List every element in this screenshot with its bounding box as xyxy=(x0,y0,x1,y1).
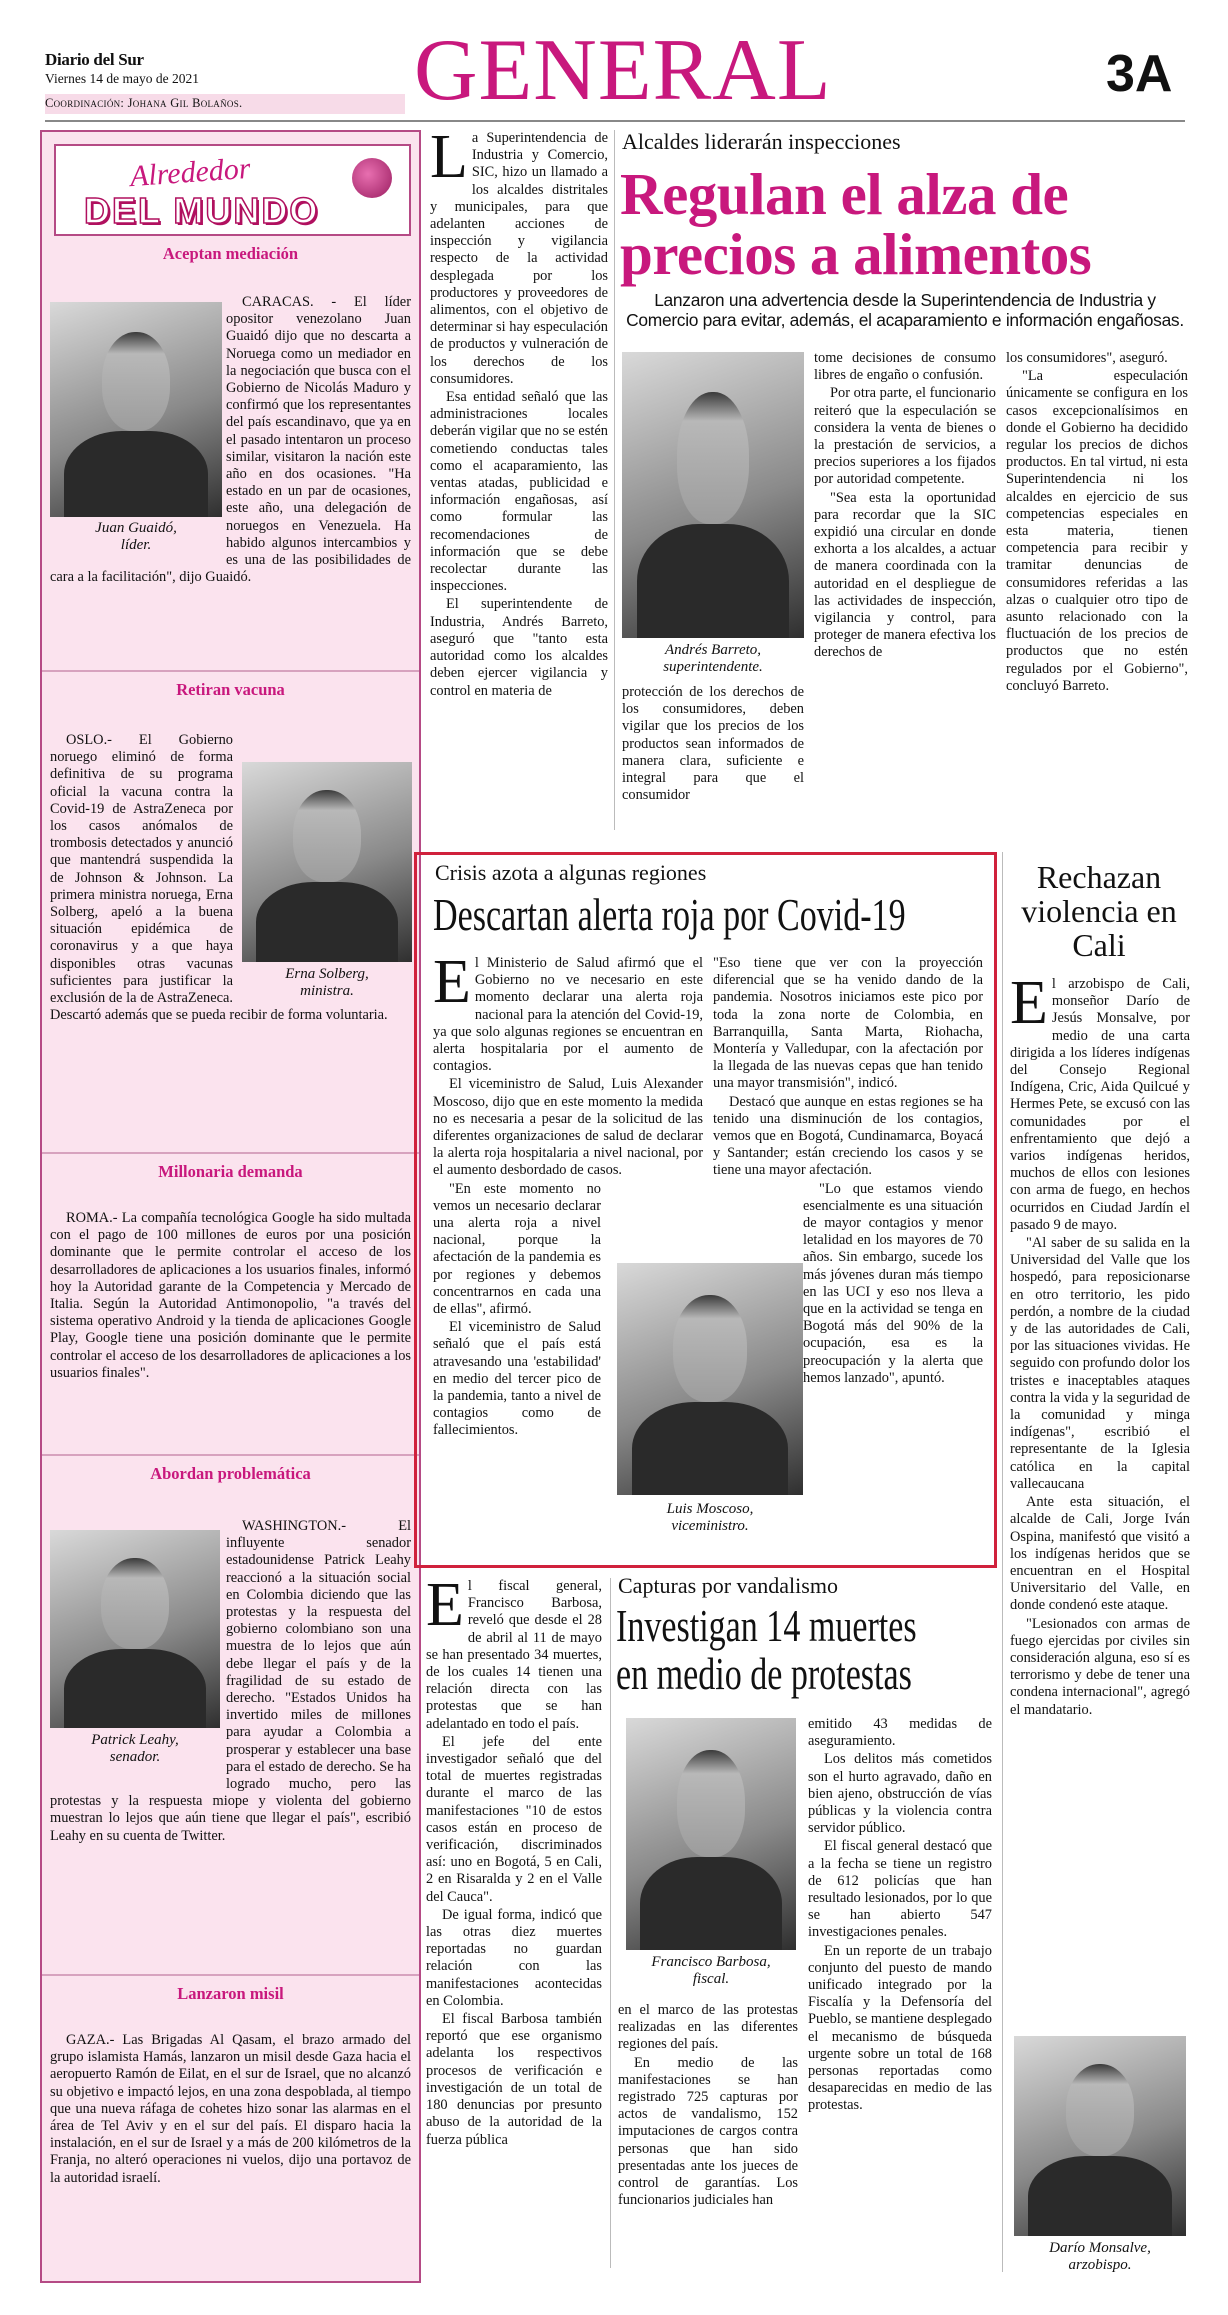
sidebar-story-text: WASHINGTON.- El influyente senador estadounidense Patrick Leahy reaccionó a la situación social en Colombia diciendo que las protestas y la respuesta del gobierno colombiano son una muestra de lo lejos que aún debe llegar el país y de la fragilidad de su estado de derecho. "Estados Unidos ha invertido miles de millones para ayudar a Colombia a prosperar y establecer una base para el estado de derecho. Se ha logrado mucho, pero las protestas y la respuesta miope y violenta del gobierno muestran lo lejos que aún tiene que llegar el país", escribió Leahy en su cuenta de Twitter. xyxy=(50,1518,411,1844)
logo-block-text: DEL MUNDO xyxy=(84,190,320,231)
article-covid-box xyxy=(414,852,997,1568)
article-kicker: Capturas por vandalismo xyxy=(618,1573,838,1598)
column-rule xyxy=(614,130,615,830)
section-title: GENERAL xyxy=(414,22,832,119)
photo-caption: Erna Solberg, ministra. xyxy=(285,966,369,999)
sidebar-story-text: CARACAS. - El líder opositor venezolano Juan Guaidó dijo que no descarta a Noruega como un mediador en la negociación que busca con el Gobierno de Nicolás Maduro y confirmó que los representantes del país escandinavo, que ya en el pasado intentaron un proceso similar, visitaron la nación este año en dos ocasiones. "Ha estado en un par de ocasiones, este año, una delegación de noruegos en Venezuela. Ha habido algunos intercambios y es una de las posibilidades de cara a la facilitación", dijo Guaidó. xyxy=(50,294,411,586)
sidebar-heading: Retiran vacuna xyxy=(176,680,285,699)
logo-script-text: Alrededor xyxy=(128,151,252,194)
column-rule xyxy=(610,1578,611,2268)
article-headline: Regulan el alza de precios a alimentos xyxy=(620,161,1092,287)
article-column: "Eso tiene que ver con la proyección diferencial que se ha venido dando de la pandemia. Nosotros iniciamos este pico por toda la zona norte de Colombia, en Barranquilla, Santa Marta, Riohacha, Montería y Valledupar, con la afectación por la llegada de las nuevas cepas que han tenido una mayor transmisión", indicó. Destacó que aunque en estas regiones se ha tenido una disminución de los contagios, vemos que en Bogotá, Cundinamarca, Boyacá y Santander; están creciendo los casos y se tiene una mayor afectación. "Lo que estamos viendo esencialmente es una situación de mayor contagios y menor letalidad en los mayores de 70 años. Sin embargo, sucede los más jóvenes duran más tiempo en las UCI y eso nos lleva a que en la actividad se tenga en Bogotá más del 90% de la ocupación, esa es la preocupación y la alerta que hemos lanzado", apuntó. xyxy=(713,955,983,1386)
coordination-credit: Coordinación: Johana Gil Bolaños. xyxy=(45,96,243,110)
article-headline: Rechazan violencia en Cali xyxy=(1021,859,1177,963)
article-headline: Descartan alerta roja por Covid-19 xyxy=(433,889,906,940)
paper-name: Diario del Sur xyxy=(45,50,144,69)
sidebar-heading: Millonaria demanda xyxy=(158,1162,303,1181)
photo-caption: Darío Monsalve, arzobispo. xyxy=(1049,2240,1151,2273)
photo-caption: Luis Moscoso, viceministro. xyxy=(666,1501,754,1534)
photo-caption: Juan Guaidó, líder. xyxy=(95,520,177,553)
drop-cap: L xyxy=(430,123,468,191)
article-column: tome decisiones de consumo libres de engaño o confusión. Por otra parte, el funcionario reiteró que la especulación se considera la venta de bienes o la prestación de servicios, a precios superiores a los fijados por autoridad competente. "Sea esta la oportunidad para recordar que la SIC expidió una circular en donde exhorta a los alcaldes, a actuar de manera coordinada con la autoridad en el despliegue de las actividades de inspección, vigilancia y control, para proteger de manera efectiva los derechos de xyxy=(814,350,996,661)
column-rule xyxy=(1002,852,1003,2272)
drop-cap: E xyxy=(433,948,471,1016)
sidebar-story-text: ROMA.- La compañía tecnológica Google ha sido multada con el pago de 100 millones de euros por una posición dominante que le permite controlar el acceso de los desarrolladores de aplicaciones a los usuarios finales, informó hoy la Autoridad garante de la Competencia y Mercado de Italia. Según la Autoridad Antimonopolio, "a través del sistema operativo Android y la tienda de aplicaciones Google Play, Google tiene una posición dominante que le permite controlar el acceso de los desarrolladores de aplicaciones a los usuarios finales". xyxy=(50,1210,411,1381)
article-deck: Lanzaron una advertencia desde la Superintendencia de Industria y Comercio para evitar, además, el acaparamiento e información engañosas. xyxy=(626,290,1184,330)
article-column: El fiscal general, Francisco Barbosa, reveló que desde el 28 de abril al 11 de mayo se han presentado 34 muertes, de los cuales 14 tienen una relación directa con las protestas que se han adelantado en todo el país. El jefe del ente investigador señaló que del total de muertes registradas durante el marco de las manifestaciones "10 de estos casos están en proceso de verificación, discriminados así: uno en Bogotá, 5 en Cali, 2 en Risaralda y 2 en el Valle del Cauca". De igual forma, indicó que las otras diez muertes reportadas no guardan relación con las manifestaciones acontecidas en Colombia. El fiscal Barbosa también reportó que ese organismo adelanta los respectivos procesos de verificación e investigación de un total de 180 denuncias por presunto abuso de la autoridad de la fuerza pública xyxy=(426,1571,602,2148)
article-headline: Investigan 14 muertes xyxy=(616,1600,917,1651)
article-column: El Ministerio de Salud afirmó que el Gobierno no ve necesario en este momento declarar una alerta roja nacional para la atención del Covid-19, ya que solo algunas regiones se encuentran en alerta hospitalaria por el aumento de contagios. El viceministro de Salud, Luis Alexander Moscoso, dijo que en este momento la medida no es necesaria a pesar de la solicitud de las diferentes organizaciones de salud de declarar la alerta roja hospitalaria a nivel nacional, por el aumento desbordado de casos. "En este momento no vemos un necesario declarar una alerta roja a nivel nacional, porque la afectación de la pandemia es por regiones y debemos concentrarnos en cada una de ellas", afirmó. El viceministro de Salud señaló que el país está atravesando una 'estabilidad' en medio del tercer pico de la pandemia, tanto a nivel de contagios como de fallecimientos. xyxy=(433,948,703,1439)
sidebar-story-text: GAZA.- Las Brigadas Al Qasam, el brazo armado del grupo islamista Hamás, lanzaron un misil desde Gaza hacia el aeropuerto Ramón de Eilat, en el sur de Israel, que no alcanzó su objetivo e impactó lejos, en una zona despoblada, al tiempo que una nueva ráfaga de cohetes hizo sonar las alarmas en el área de Tel Aviv y en el sur del país. El disparo hacia la instalación, en el sur de Israel y a más de 200 kilómetros de la Franja, no alteró operaciones ni vuelos, dijo una portavoz de la autoridad israelí. xyxy=(50,2032,411,2186)
sidebar-heading: Lanzaron misil xyxy=(177,1984,284,2003)
article-headline: en medio de protestas xyxy=(616,1648,912,1699)
article-column: los consumidores", aseguró. "La especulación únicamente se configura en los casos excepcionalísimos en donde el Gobierno ha decidido regular los precios de dichos productos. En tal virtud, ni esta Superintendencia ni los alcaldes en ejercicio de sus competencias especiales en esta materia, tienen competencia para recibir y tramitar denuncias de consumidores referidas a las alzas o cualquier otro tipo de asunto relacionado con la fluctuación de los precios de productos que no estén regulados por el Gobierno", concluyó Barreto. xyxy=(1006,350,1188,694)
world-news-sidebar xyxy=(40,130,421,2283)
sidebar-heading: Abordan problemática xyxy=(150,1464,311,1483)
article-column: emitido 43 medidas de aseguramiento. Los delitos más cometidos son el hurto agravado, daño en bien ajeno, obstrucción de vías públicas y la violencia contra servidor público. El fiscal general destacó que a la fecha se tiene un registro de 612 policías que han resultado lesionados, por lo que se han abierto 547 investigaciones penales. En un reporte de un trabajo conjunto del puesto de mando unificado integrado por la Fiscalía y la Defensoría del Pueblo, se mantiene desplegado el mecanismo de búsqueda urgente sobre un total de 168 personas reportadas como desaparecidas en medio de las protestas. xyxy=(808,1716,992,2114)
drop-cap: E xyxy=(426,1571,464,1639)
photo-luis-moscoso xyxy=(617,1263,803,1495)
globe-icon xyxy=(352,158,392,198)
article-column: La Superintendencia de Industria y Comercio, SIC, hizo un llamado a los alcaldes distritales y municipales, para que adelanten acciones de inspección y vigilancia respecto de la actividad desplegada por los productores y proveedores de alimentos, con el objetivo de determinar si hay especulación de productos y vulneración de los derechos de los consumidores. Esa entidad señaló que las administraciones locales deberán vigilar que no se estén cometiendo conductas tales como el acaparamiento, las ventas atadas, publicidad e información engañosas, así como formular las recomendaciones de información que se debe recolectar durante las inspecciones. El superintendente de Industria, Andrés Barreto, aseguró que "tanto esta autoridad como los alcaldes deben ejercer vigilancia y control en materia de xyxy=(430,123,608,699)
sidebar-heading: Aceptan mediación xyxy=(162,244,299,263)
photo-caption: Francisco Barbosa, fiscal. xyxy=(651,1954,771,1987)
article-column: protección de los derechos de los consumidores, deben vigilar que los precios de los productos sean informados de manera clara, suficiente e integral para que el consumidor xyxy=(622,684,804,804)
article-headline-wrap xyxy=(616,1602,1156,1698)
drop-cap: E xyxy=(1010,969,1048,1037)
page-number: 3A xyxy=(1106,45,1173,103)
photo-caption: Patrick Leahy, senador. xyxy=(91,1732,179,1765)
article-column: El arzobispo de Cali, monseñor Darío de Jesús Monsalve, por medio de una carta dirigida a los líderes indígenas del Consejo Regional Indígena, Cric, Aida Quilcué y Hermes Pete, se excusó con las comunidades por el enfrentamiento que dejó a varios indígenas heridos, muchos de ellos con lesiones con arma de fuego, en hechos ocurridos en Ciudad Jardín el pasado 9 de mayo. "Al saber de su salida en la Universidad del Valle que los hospedó, para reposicionarse en otro territorio, les pido perdón, a nombre de la ciudad y de las autoridades de Cali, por las situaciones vividas. He seguido con profundo dolor los tristes e inaceptables ataques contra la vida y la seguridad de la comunidad y minga indígenas", escribió el representante de la Iglesia católica en la capital vallecaucana Ante esta situación, el alcalde de Cali, Jorge Iván Ospina, manifestó que visitó a los indígenas heridos que se encuentran en el Hospital Universitario del Valle, en donde condenó este ataque. "Lesionados con armas de fuego ejercidas por civiles sin consideración alguna, eso sí es terrorismo y debe de tener una condena internacional", agregó el mandatario. xyxy=(1010,969,1190,1718)
photo-andres-barreto xyxy=(622,352,804,638)
article-kicker: Alcaldes liderarán inspecciones xyxy=(622,129,901,154)
photo-caption: Andrés Barreto, superintendente. xyxy=(663,642,763,675)
photo-francisco-barbosa xyxy=(626,1718,796,1950)
sidebar-story-text: OSLO.- El Gobierno noruego eliminó de forma definitiva de su programa oficial la vacuna contra la Covid-19 de AstraZeneca por los casos anómalos de trombosis detectados y anunció que mantendrá suspendida la de Johnson & Johnson. La primera ministra noruega, Erna Solberg, apeló a la buena situación epidémica de coronavirus y a que haya disponibles otras vacunas suficientes para justificar la exclusión de la de AstraZeneca. Descartó además que se pueda recibir de forma voluntaria. xyxy=(50,732,388,1024)
sidebar-separator xyxy=(42,670,419,672)
article-column: en el marco de las protestas realizadas en las diferentes regiones del país. En medio de las manifestaciones se han registrado 725 capturas por actos de vandalismo, 152 imputaciones de cargos contra personas que han sido presentadas ante los jueces de control de garantías. Los funcionarios judiciales han xyxy=(618,2002,798,2209)
sidebar-logo xyxy=(54,144,411,236)
sidebar-separator xyxy=(42,1454,419,1456)
sidebar-separator xyxy=(42,1974,419,1976)
issue-date: Viernes 14 de mayo de 2021 xyxy=(45,71,200,86)
sidebar-separator xyxy=(42,1152,419,1154)
photo-dario-monsalve xyxy=(1014,2036,1186,2236)
header-rule xyxy=(45,120,1185,122)
article-kicker: Crisis azota a algunas regiones xyxy=(435,860,707,885)
